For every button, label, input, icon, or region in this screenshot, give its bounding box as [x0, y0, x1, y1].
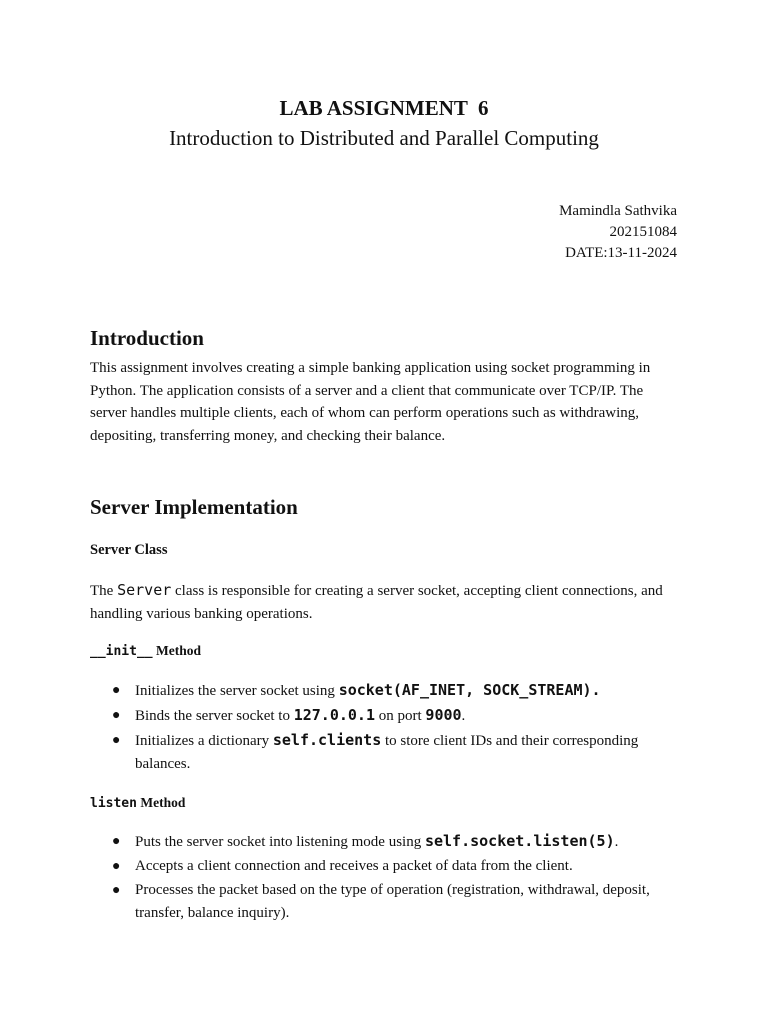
list-item	[90, 704, 680, 728]
list-item	[90, 879, 680, 925]
item-code: socket(AF_INET, SOCK_STREAM).	[338, 681, 601, 699]
item-code: self.clients	[272, 731, 382, 749]
item-code: 127.0.0.1	[293, 706, 375, 724]
desc-text: The	[90, 583, 118, 599]
item-text-end: .	[461, 708, 466, 724]
desc-text-rest: class is responsible for creating a server socket, accepting client connections, and handling various banking operations.	[90, 583, 663, 622]
bullet-icon: ●	[112, 834, 121, 849]
listen-method-label: Method	[136, 795, 186, 810]
listen-method-code: listen	[90, 796, 137, 811]
listen-method-list	[90, 830, 680, 926]
init-method-heading	[90, 641, 201, 662]
item-text: Processes the packet based on the type of operation (registration, withdrawal, deposit, transfer, balance inquiry).	[135, 882, 650, 921]
bullet-icon: ●	[112, 708, 121, 723]
init-method-label: Method	[152, 643, 201, 658]
author-id: 202151084	[609, 224, 677, 240]
item-text: Puts the server socket into listening mode using	[135, 834, 425, 850]
bullet-icon: ●	[112, 733, 121, 748]
bullet-icon: ●	[112, 883, 121, 898]
list-item	[90, 830, 680, 854]
item-text: Initializes a dictionary	[135, 733, 273, 749]
item-text-end: .	[614, 834, 619, 850]
item-text-mid: on port	[375, 708, 426, 724]
author-date: DATE:13-11-2024	[565, 245, 677, 261]
author-name: Mamindla Sathvika	[559, 203, 677, 219]
bullet-icon: ●	[112, 683, 121, 698]
init-method-list	[90, 679, 680, 777]
server-implementation-heading: Server Implementation	[90, 495, 298, 519]
item-code-port: 9000	[425, 706, 462, 724]
author-block	[559, 201, 677, 264]
item-text-rest: to store client IDs and their corresponding balances.	[135, 733, 639, 772]
server-class-heading: Server Class	[90, 542, 168, 558]
introduction-heading: Introduction	[90, 326, 204, 350]
listen-method-heading	[90, 793, 185, 814]
document-title: LAB ASSIGNMENT 6	[279, 96, 489, 120]
list-item	[90, 679, 680, 703]
init-method-code: __init__	[90, 644, 153, 659]
server-class-name-code: Server	[117, 581, 172, 599]
introduction-paragraph: This assignment involves creating a simple banking application using socket programming in Python. The application consists of a server and a client that communicate over TCP/IP. The server handles multiple clients, each of whom can perform operations such as withdrawing, depositing, transferring money, and checking their balance.	[90, 360, 651, 444]
list-item	[90, 729, 680, 776]
item-code: self.socket.listen(5)	[424, 832, 615, 850]
item-text: Initializes the server socket using	[135, 683, 339, 699]
server-class-description	[90, 579, 680, 625]
list-item	[90, 855, 680, 878]
document-subtitle: Introduction to Distributed and Parallel Computing	[169, 126, 599, 150]
item-text: Accepts a client connection and receives a packet of data from the client.	[135, 858, 573, 874]
bullet-icon: ●	[112, 859, 121, 874]
item-text: Binds the server socket to	[135, 708, 294, 724]
